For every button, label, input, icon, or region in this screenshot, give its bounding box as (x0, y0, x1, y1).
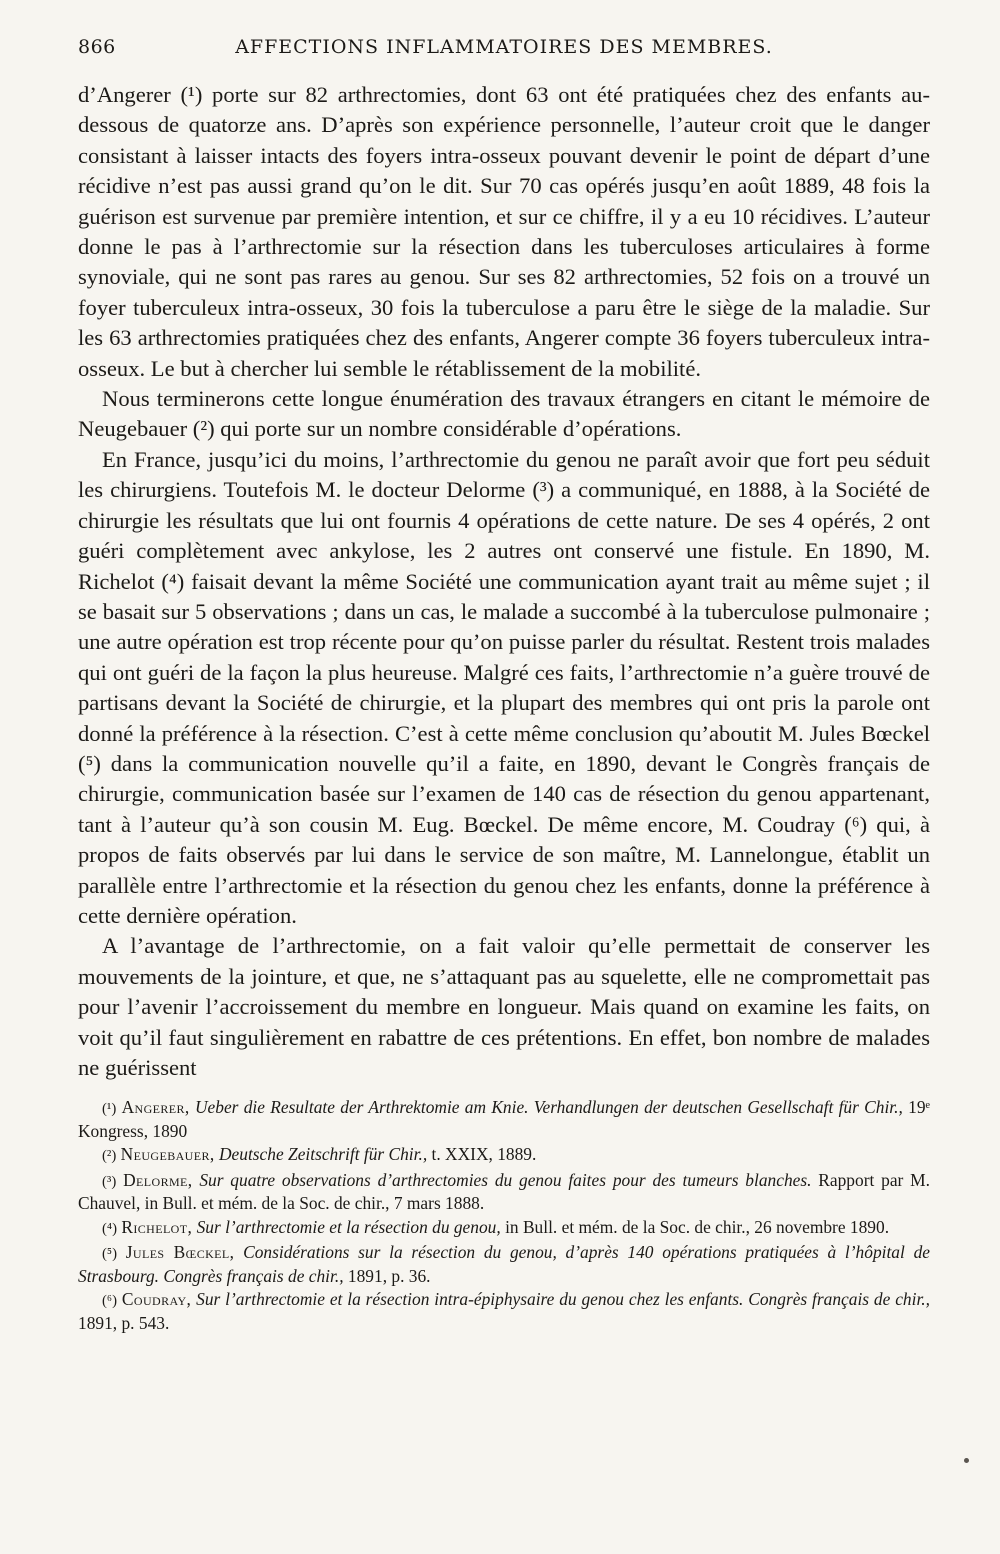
footnote-reference: 1891, p. 543. (78, 1312, 170, 1333)
paragraph: d’Angerer (¹) porte sur 82 arthrectomies, dont 63 ont été pratiquées chez des enfants au-dessous de quatorze ans. D’après son expérience personnelle, l’auteur croit que le danger consistant à laisser intacts des foyers intra-osseux pouvant devenir le point de départ d’une récidive n’est pas aussi grand qu’on le dit. Sur 70 cas opérés jusqu’en août 1889, 48 fois la guérison est survenue par première intention, et sur ce chiffre, il y a eu 10 récidives. L’auteur donne le pas à l’arthrectomie sur la résection dans les tuberculoses articulaires à forme synoviale, qui ne sont pas rares au genou. Sur ses 82 arthrectomies, 52 fois on a trouvé un foyer tuberculeux intra-osseux, 30 fois la tuberculose a paru être le siège de la maladie. Sur les 63 arthrectomies pratiquées chez des enfants, Angerer compte 36 foyers tuberculeux intra-osseux. Le but à chercher lui semble le rétablissement de la mobilité. (78, 82, 930, 381)
footnote-title: Ueber die Resultate der Arthrektomie am Knie. Verhandlungen der deutschen Gesellschaft für Chir., (194, 1097, 903, 1118)
page-number: 866 (78, 36, 116, 58)
paragraph: En France, jusqu’ici du moins, l’arthrectomie du genou ne paraît avoir que fort peu séduit les chirurgiens. Toutefois M. le docteur Delorme (³) a communiqué, en 1888, à la Société de chirurgie les résultats que lui ont fournis 4 opérations de cette nature. De ses 4 opérés, 2 ont guéri complètement avec ankylose, les 2 autres ont conservé une fistule. En 1890, M. Richelot (⁴) faisait devant la même Société une communication ayant trait au même sujet ; il se basait sur 5 observations ; dans un cas, le malade a succombé à la tuberculose pulmonaire ; une autre opération est trop récente pour qu’on puisse parler du résultat. Restent trois malades qui ont guéri de la façon la plus heureuse. Malgré ces faits, l’arthrectomie n’a guère trouvé de partisans devant la Société de chirurgie, et la plupart des membres qui ont pris la parole ont donné la préférence à la résection. C’est à cette même conclusion qu’aboutit M. Jules Bœckel (⁵) dans la communication nouvelle qu’il a faite, en 1890, devant le Congrès français de chirurgie, communication basée sur l’examen de 140 cas de résection du genou appartenant, tant à l’auteur qu’à son cousin M. Eug. Bœckel. De même encore, M. Coudray (⁶) qui, à propos de faits observés par lui dans le service de son maître, M. Lannelongue, établit un parallèle entre l’arthrectomie et la résection du genou chez les enfants, donne la préférence à cette dernière opération. (78, 446, 930, 928)
footnote-title: Deutsche Zeitschrift für Chir., (218, 1144, 428, 1165)
footnote-reference: 1891, p. 36. (347, 1265, 431, 1286)
footnote-title: Sur l’arthrectomie et la résection du genou, (196, 1216, 501, 1237)
footnote-author: Delorme, (123, 1169, 193, 1190)
footnote-reference: in Bull. et mém. de la Soc. de chir., 26 novembre 1890. (505, 1216, 890, 1237)
footnote-title: Considérations sur la résection du genou, d’après 140 opérations pratiquées à l’hôpital de Strasbourg. Congrès français de chir., (78, 1242, 930, 1286)
footnotes (78, 1097, 930, 1334)
footnote (78, 1217, 930, 1241)
footnote-mark: (⁵) (102, 1246, 117, 1263)
footnote (78, 1097, 930, 1142)
footnote (78, 1242, 930, 1287)
footnote-mark: (⁴) (102, 1220, 117, 1237)
footnote-author: Neugebauer, (120, 1144, 215, 1165)
footnote-author: Richelot, (121, 1216, 193, 1237)
footnote-mark: (⁶) (102, 1293, 117, 1310)
running-title: AFFECTIONS INFLAMMATOIRES DES MEMBRES. (235, 36, 773, 58)
book-page (78, 36, 930, 1336)
page-header (78, 36, 930, 68)
ink-speck (964, 1458, 969, 1463)
body-text (78, 80, 930, 1083)
footnote-title: Sur quatre observations d’arthrectomies du genou faites pour des tumeurs blanches. (199, 1169, 812, 1190)
footnote-mark: (¹) (102, 1101, 117, 1118)
footnote-author: Jules Bœckel, (125, 1242, 235, 1263)
footnote-title: Sur l’arthrectomie et la résection intra-épiphysaire du genou chez les enfants. Congrès français de chir., (196, 1289, 930, 1310)
paragraph: Nous terminerons cette longue énumération des travaux étrangers en citant le mémoire de Neugebauer (²) qui porte sur un nombre considérable d’opérations. (78, 386, 930, 442)
footnote-reference: Rapport par M. Chauvel, in Bull. et mém. de la Soc. de chir., 7 mars 1888. (78, 1169, 930, 1214)
footnote-mark: (³) (102, 1173, 117, 1190)
footnote-reference: t. XXIX, 1889. (431, 1144, 537, 1165)
paragraph: A l’avantage de l’arthrectomie, on a fait valoir qu’elle permettait de conserver les mouvements de la jointure, et que, ne s’attaquant pas au squelette, elle ne compromettait pas pour l’avenir l’accroissement du membre en longueur. Mais quand on examine les faits, on voit qu’il faut singulièrement en rabattre de ces prétentions. En effet, bon nombre de malades ne guérissent (78, 933, 930, 1080)
footnote-mark: (²) (102, 1148, 117, 1165)
footnote (78, 1170, 930, 1215)
footnote (78, 1144, 930, 1168)
footnote-reference: 19ᵉ Kongress, 1890 (78, 1097, 930, 1141)
footnote-author: Angerer, (121, 1097, 190, 1118)
footnote (78, 1289, 930, 1334)
footnote-author: Coudray, (121, 1289, 192, 1310)
